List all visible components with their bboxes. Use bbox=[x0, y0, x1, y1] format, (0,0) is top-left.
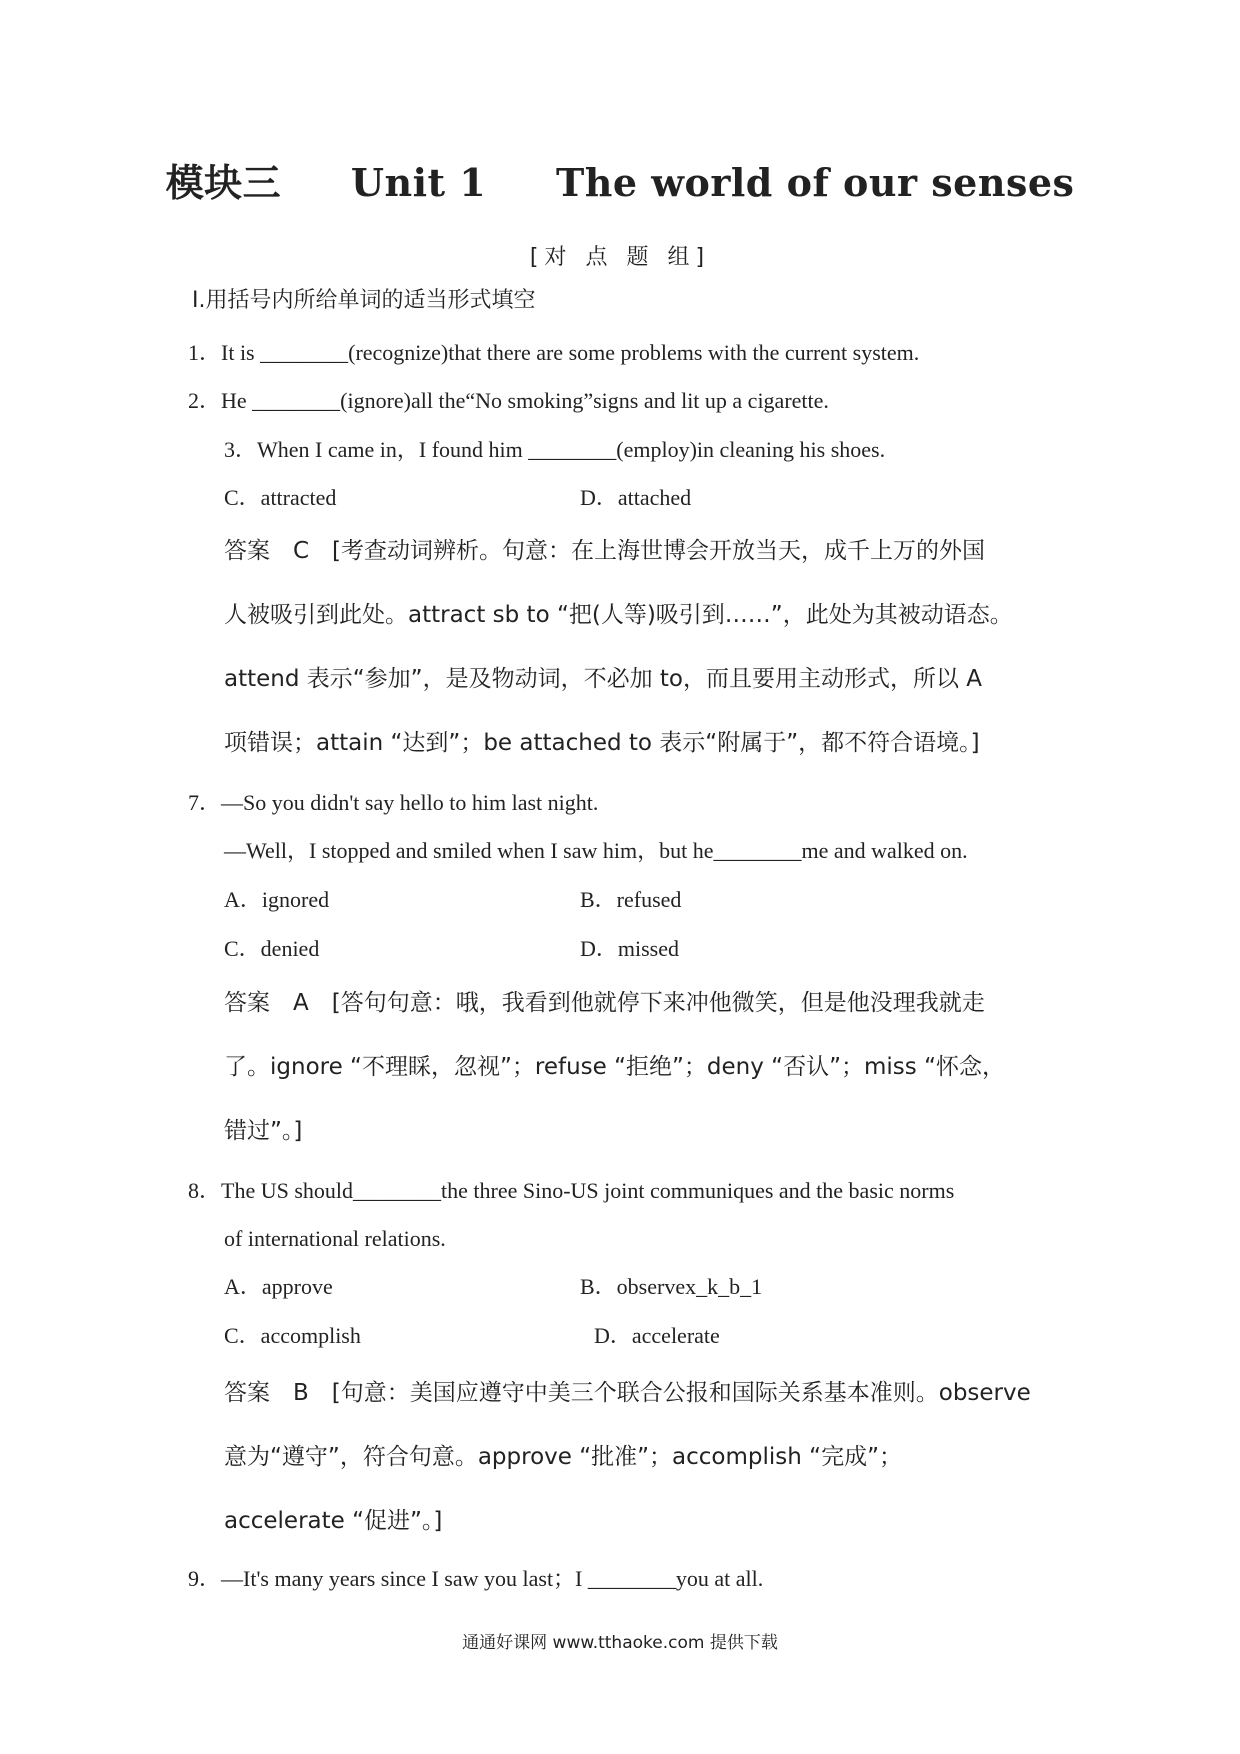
question-7-response: —Well，I stopped and smiled when I saw him，but he________me and walked on. bbox=[224, 838, 968, 863]
question-3: 3．When I came in，I found him ________(employ)in cleaning his shoes. bbox=[224, 437, 886, 462]
question-2: 2．He ________(ignore)all the“No smoking”signs and lit up a cigarette. bbox=[188, 388, 829, 413]
q6-option-d: D．attached bbox=[580, 485, 692, 510]
q8-answer-line: 答案 B [句意：美国应遵守中美三个联合公报和国际关系基本准则。observe bbox=[224, 1380, 1031, 1406]
question-8-stem: 8．The US should________the three Sino-US joint communiques and the basic norms bbox=[188, 1178, 955, 1203]
section-heading: Ⅰ.用括号内所给单词的适当形式填空 bbox=[192, 288, 536, 313]
question-9: 9．—It's many years since I saw you last；I ________you at all. bbox=[188, 1566, 764, 1591]
q8-option-a: A．approve bbox=[224, 1274, 333, 1299]
q6-answer-line: 人被吸引到此处。attract sb to “把(人等)吸引到……”，此处为其被动语态。 bbox=[224, 602, 1013, 628]
q6-answer-line: 项错误；attain “达到”；be attached to 表示“附属于”，都不符合语境。] bbox=[224, 730, 980, 756]
q6-answer-line: 答案 C [考查动词辨析。句意：在上海世博会开放当天，成千上万的外国 bbox=[224, 538, 986, 564]
q8-answer-line: accelerate “促进”。] bbox=[224, 1508, 443, 1534]
footer-credit: 通通好课网 www.tthaoke.com 提供下载 bbox=[462, 1633, 778, 1653]
q7-option-c: C．denied bbox=[224, 936, 320, 961]
q7-answer-line: 了。ignore “不理睬，忽视”；refuse “拒绝”；deny “否认”；miss “怀念， bbox=[224, 1054, 1006, 1080]
q7-option-d: D．missed bbox=[580, 936, 680, 961]
q6-answer-line: attend 表示“参加”，是及物动词，不必加 to，而且要用主动形式，所以 A bbox=[224, 666, 983, 692]
title-unit: Unit 1 bbox=[350, 160, 487, 205]
title-module: 模块三 bbox=[165, 161, 282, 205]
page-title bbox=[0, 152, 1240, 207]
q8-option-d: D．accelerate bbox=[594, 1323, 720, 1348]
q7-answer-line: 答案 A [答句句意：哦，我看到他就停下来冲他微笑，但是他没理我就走 bbox=[224, 990, 985, 1016]
page-subtitle: [对 点 题 组] bbox=[529, 245, 711, 270]
q6-option-c: C．attracted bbox=[224, 485, 337, 510]
q8-answer-line: 意为“遵守”，符合句意。approve “批准”；accomplish “完成”； bbox=[224, 1444, 902, 1470]
question-1: 1．It is ________(recognize)that there are some problems with the current system. bbox=[188, 340, 920, 365]
q7-answer-line: 错过”。] bbox=[224, 1118, 303, 1144]
title-topic: The world of our senses bbox=[555, 160, 1075, 205]
q8-option-c: C．accomplish bbox=[224, 1323, 361, 1348]
q7-option-a: A．ignored bbox=[224, 887, 330, 912]
q7-option-b: B．refused bbox=[580, 887, 682, 912]
q8-option-b: B．observex_k_b_1 bbox=[580, 1274, 763, 1299]
question-8-stem-cont: of international relations. bbox=[224, 1226, 446, 1251]
question-7-prompt: 7．—So you didn't say hello to him last night. bbox=[188, 790, 599, 815]
